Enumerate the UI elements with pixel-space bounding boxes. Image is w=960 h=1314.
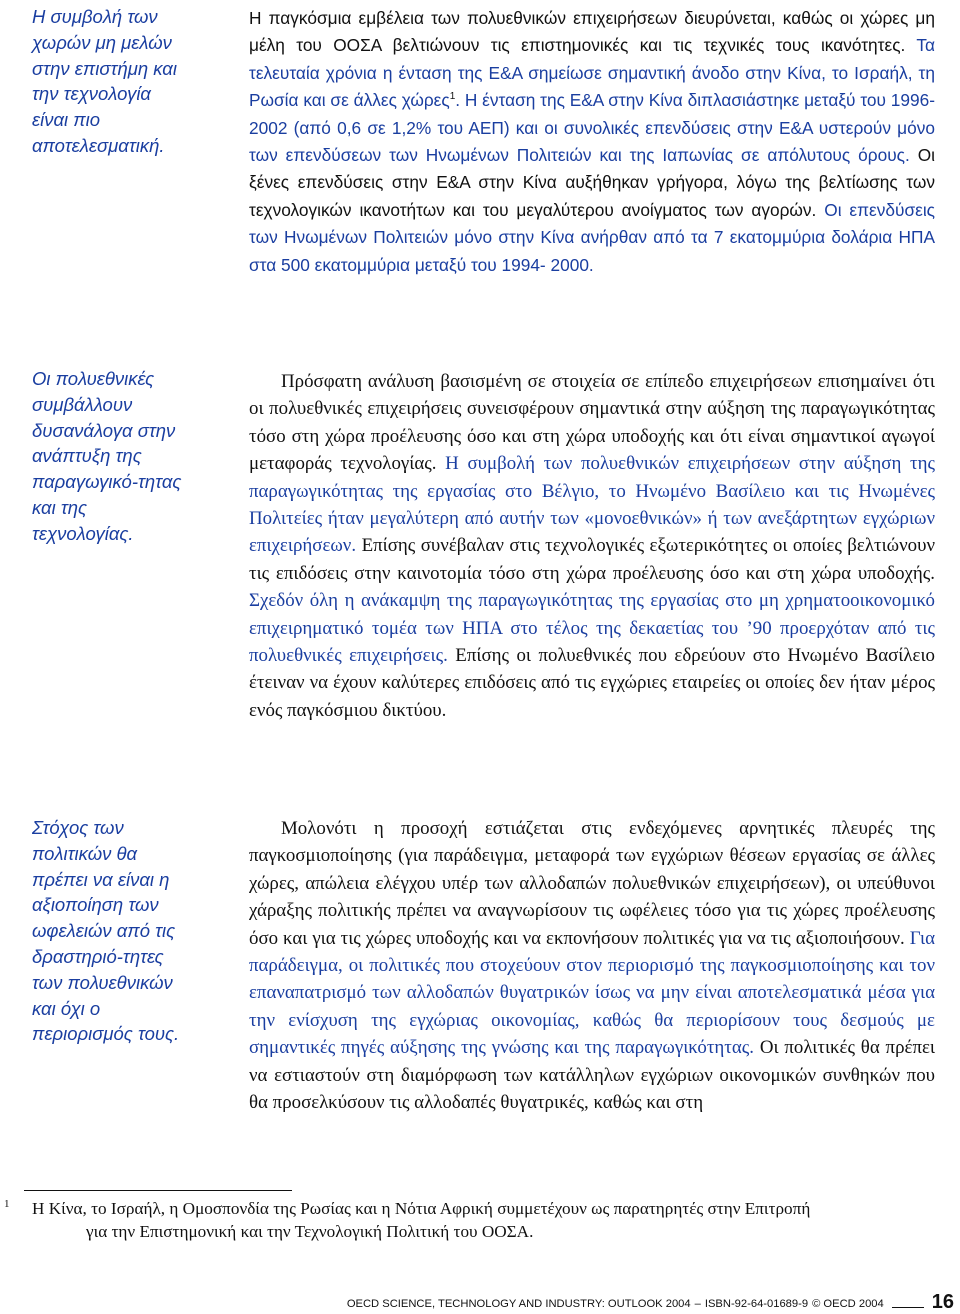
paragraph-global-reach [249, 5, 935, 279]
paragraph-1-highlight: . Η ένταση της Ε&Α στην Κίνα διπλασιάστηκε μεταξύ του 1996-2002 (από 0,6 σε 1,2% του ΑΕΠ) και οι συνολικές επενδύσεις στην Ε&Α υστερούν μόνο των επενδύσεων των Ηνωμένων Πολιτειών και της Ιαπωνίας σε απόλυτους όρους. [249, 90, 935, 166]
footnote-divider [24, 1190, 292, 1191]
paragraph-2-sentence: Επίσης οι πολυεθνικές που εδρεύουν στο Ηνωμένο Βασίλειο έτειναν να έχουν καλύτερες επιδόσεις από τις εγχώριες εταιρείες οι οποίες δεν ήταν μέρος ενός παγκόσμιου δικτύου. [249, 645, 936, 721]
footnote-text-line-2: για την Επιστημονική και την Τεχνολογική Πολιτική του ΟΟΣΑ. [86, 1222, 534, 1241]
paragraph-1-highlight: Τα τελευταία χρόνια η ένταση της Ε&Α σημείωσε σημαντική άνοδο στην Κίνα, το Ισραήλ, τη Ρωσία και σε άλλες χώρες [249, 35, 935, 111]
footnote-text-line-1: Η Κίνα, το Ισραήλ, η Ομοσπονδία της Ρωσίας και η Νότια Αφρική συμμετέχουν ως παρατηρητές στην Επιτροπή [32, 1199, 811, 1218]
page-number-rule [892, 1307, 924, 1308]
page-number: 16 [931, 1291, 954, 1313]
sidenote-multinationals-productivity: Οι πολυεθνικές συμβάλλουν δυσανάλογα στην ανάπτυξη της παραγωγικό-τητας και της τεχνολογίας. [32, 368, 182, 544]
footer-publication: OECD SCIENCE, TECHNOLOGY AND INDUSTRY: OUTLOOK 2004 [346, 1298, 691, 1310]
footnote [4, 1197, 950, 1243]
sidenote-policy-goal: Στόχος των πολιτικών θα πρέπει να είναι η αξιοποίηση των ωφελειών από τις δραστηριό-τητες των πολυεθνικών και όχι ο περιορισμός τους. [32, 817, 180, 1045]
paragraph-2-sentence: Επίσης συνέβαλαν στις τεχνολογικές εξωτερικότητες οι οποίες βελτιώνουν τις επιδόσεις στην καινοτομία τόσο στη χώρα προέλευσης όσο και στη χώρα υποδοχής. [249, 535, 935, 584]
sidenote-nonmember-contribution: Η συμβολή των χωρών μη μελών στην επιστήμη και την τεχνολογία είναι πιο αποτελεσματική. [32, 6, 177, 156]
paragraph-3-sentence: Οι πολιτικές θα πρέπει να εστιαστούν στη διαμόρφωση των κατάλληλων εγχώριων οικονομικών συνθηκών που θα προσελκύσουν τις αλλοδαπές θυγατρικές, καθώς και στη [249, 1037, 935, 1114]
page-footer [347, 1290, 954, 1314]
paragraph-firm-level-analysis [249, 368, 935, 724]
paragraph-1-sentence: Οι ξένες επενδύσεις στην Ε&Α στην Κίνα αυξήθηκαν γρήγορα, λόγω της βελτίωσης των τεχνολογικών ικανοτήτων και του μεγαλύτερου ανοίγματος των αγορών. [249, 145, 935, 220]
paragraph-3-highlight: Για παράδειγμα, οι πολιτικές που στοχεύουν στον περιορισμό της παγκοσμιοποίησης και τον επαναπατρισμό των αλλοδαπών θυγατρικών ίσως να μην είναι αποτελεσματικά μέσα για την ενίσχυση της εγχώριας οικονομίας, καθώς θα περιορίσουν τους δεσμούς με σημαντικές πηγές αύξησης της γνώσης και της παραγωγικότητας. [249, 927, 935, 1059]
footnote-reference: 1 [449, 91, 456, 103]
paragraph-1-highlight: Οι επενδύσεις των Ηνωμένων Πολιτειών μόνο στην Κίνα ανήρθαν από τα 7 εκατομμύρια δολάρια ΗΠΑ στα 500 εκατομμύρια μεταξύ του 1994- 2000. [249, 199, 935, 275]
footnote-mark: 1 [4, 1198, 10, 1210]
paragraph-3-sentence: Μολονότι η προσοχή εστιάζεται στις ενδεχόμενες αρνητικές πλευρές της παγκοσμιοποίησης (για παράδειγμα, μεταφορά των εγχώριων θέσεων εργασίας σε άλλες χώρες, απώλεια ελέγχου υπέρ των αλλοδαπών πολυεθνικών επιχειρήσεων), οι υπεύθυνοι χάραξης πολιτικής πρέπει να αναγνωρίσουν τις ωφέλειες τόσο για τις χώρες προέλευσης όσο και για τις χώρες υποδοχής και να εκπονήσουν πολιτικές για να τις αξιοποιήσουν. [249, 818, 935, 949]
footer-separator: – [694, 1298, 701, 1310]
paragraph-policy-focus [249, 815, 935, 1116]
paragraph-2-highlight: Η συμβολή των πολυεθνικών επιχειρήσεων στην αύξηση της παραγωγικότητας της εργασίας στο Βέλγιο, το Ηνωμένο Βασίλειο και τις Ηνωμένες Πολιτείες ήταν μεγαλύτερη από αυτήν των «μονοεθνικών» ή των ανεξάρτητων εγχώριων επιχειρήσεων. [249, 453, 935, 557]
paragraph-2-sentence: Πρόσφατη ανάλυση βασισμένη σε στοιχεία σε επίπεδο επιχειρήσεων επισημαίνει ότι οι πολυεθνικές επιχειρήσεις συνεισφέρουν σημαντικά στην αύξηση της παραγωγικότητας τόσο στη χώρα προέλευσης όσο και στη χώρα υποδοχής και ότι είναι σημαντικοί αγωγοί μεταφοράς τεχνολογίας. [249, 371, 935, 475]
footer-copyright: © OECD 2004 [812, 1298, 884, 1310]
paragraph-1-sentence: Η παγκόσμια εμβέλεια των πολυεθνικών επιχειρήσεων διευρύνεται, καθώς οι χώρες μη μέλη του ΟΟΣΑ βελτιώνουν τις επιστημονικές και τις τεχνικές τους ικανότητες. [249, 8, 935, 56]
footer-isbn: ISBN-92-64-01689-9 [704, 1298, 809, 1310]
paragraph-2-highlight: Σχεδόν όλη η ανάκαμψη της παραγωγικότητας της εργασίας στο μη χρηματοοικονομικό επιχειρηματικό τομέα των ΗΠΑ στο τέλος της δεκαετίας του ’90 προερχόταν από τις πολυεθνικές επιχειρήσεις. [249, 590, 935, 667]
